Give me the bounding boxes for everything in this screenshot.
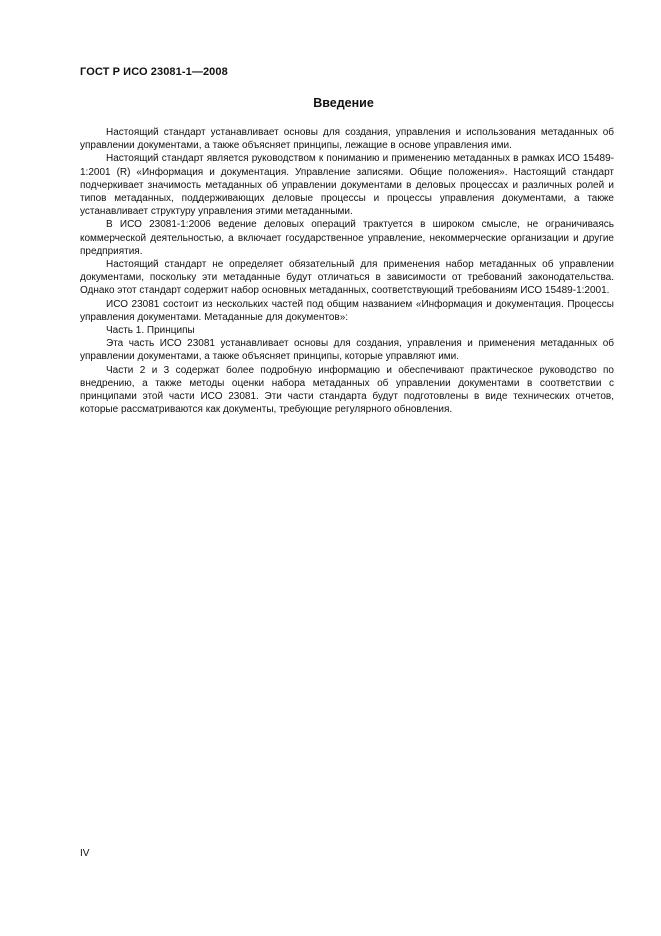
paragraph-1: Настоящий стандарт устанавливает основы для создания, управления и использования метаданных об управлении документами, а также объясняет принципы, лежащие в основе управления ими. xyxy=(80,127,614,152)
standard-code-header: ГОСТ Р ИСО 23081-1—2008 xyxy=(80,66,228,78)
paragraph-7: Эта часть ИСО 23081 устанавливает основы для создания, управления и применения метаданных об управлении документами, а также объясняет принципы, которые управляют ими. xyxy=(80,338,614,363)
section-title: Введение xyxy=(313,96,374,110)
paragraph-4: Настоящий стандарт не определяет обязательный для применения набор метаданных об управлении документами, поскольку эти метаданные будут отличаться в зависимости от требований законодательства. Однако этот стандарт содержит набор основных метаданных, соответствующий требованиям ИСО 15489-1:2001. xyxy=(80,259,614,297)
paragraph-8: Части 2 и 3 содержат более подробную информацию и обеспечивают практическое руководство по внедрению, а также методы оценки набора метаданных об управлении документами в соответствии с принципами этой части ИСО 23081. Эти части стандарта будут подготовлены в виде технических отчетов, которые рассматриваются как документы, требующие регулярного обновления. xyxy=(80,364,614,416)
paragraph-2: Настоящий стандарт является руководством к пониманию и применению метаданных в рамках ИСО 15489-1:2001 (R) «Информация и документация. Управление записями. Общие положения». Настоящий стандарт подчеркивает значимость метаданных об управлении документами в деловых процессах и различных ролей и типов метаданных, поддерживающих деловые процессы и процессы управления документами, а также устанавливает структуру управления этими метаданными. xyxy=(80,153,614,218)
body-text xyxy=(80,126,614,416)
page-number: IV xyxy=(80,848,90,859)
paragraph-5: ИСО 23081 состоит из нескольких частей под общим названием «Информация и документация. Процессы управления документами. Метаданные для документов»: xyxy=(80,298,614,323)
paragraph-6: Часть 1. Принципы xyxy=(106,325,195,337)
paragraph-3: В ИСО 23081-1:2006 ведение деловых операций трактуется в широком смысле, не ограничиваясь коммерческой деятельностью, а включает государственное управление, некоммерческие организации и другие предприятия. xyxy=(80,219,614,257)
